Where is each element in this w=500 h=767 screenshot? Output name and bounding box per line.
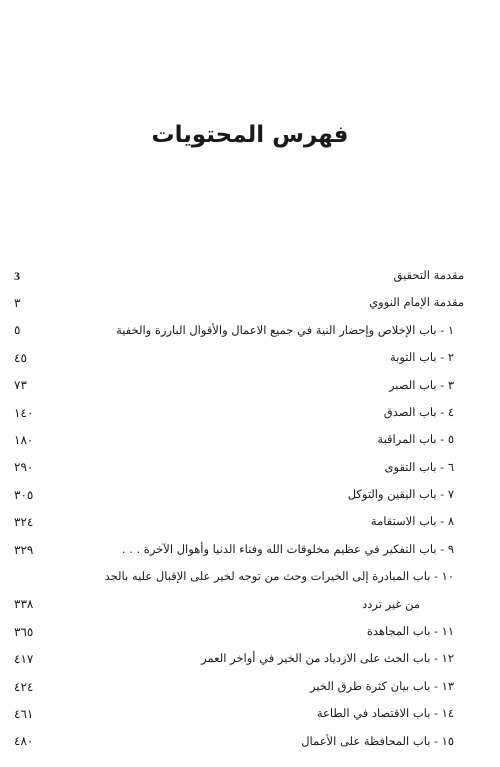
entry-page-number: ٣٣٨	[14, 597, 34, 612]
entry-title: ٧ - باب اليقين والتوكل	[347, 487, 454, 502]
entry-page-number: ١٨٠	[14, 433, 34, 448]
toc-entry	[14, 399, 464, 426]
entry-title: ٩ - باب التفكير في عظيم مخلوقات الله وفناء الدنيا وأهوال الآخرة . . .	[121, 541, 454, 556]
entry-title: ٢ - باب التوبة	[389, 350, 454, 365]
entry-title: ٤ - باب الصدق	[383, 404, 454, 419]
entry-title: ١٥ - باب المحافظة على الأعمال	[301, 733, 454, 748]
entry-page-number: ٣٠٥	[14, 487, 34, 502]
page-title: فهرس المحتويات	[151, 122, 349, 148]
table-of-contents	[14, 262, 464, 755]
entry-title: ٣ - باب الصبر	[388, 377, 454, 392]
entry-title: ١٢ - باب الحث على الازدياد من الخير في أواخر العمر	[201, 651, 454, 666]
entry-page-number: ٣٦٥	[14, 624, 34, 639]
toc-entry	[14, 289, 464, 316]
toc-entry	[14, 262, 464, 289]
toc-entry	[14, 344, 464, 371]
entry-page-number: ٤٥	[14, 350, 27, 365]
toc-entry	[14, 563, 464, 590]
entry-page-number: 3	[14, 268, 20, 283]
entry-title: ١٣ - باب بيان كثرة طرق الخير	[309, 678, 454, 693]
entry-title: ٥ - باب المراقبة	[377, 432, 454, 447]
toc-entry	[14, 618, 464, 645]
toc-entry	[14, 317, 464, 344]
toc-entry	[14, 673, 464, 700]
entry-page-number: ٣	[14, 296, 21, 311]
entry-page-number: ٣٢٤	[14, 515, 34, 530]
entry-page-number: ٧٣	[14, 378, 27, 393]
entry-title: ٦ - باب التقوى	[384, 459, 454, 474]
entry-title: ١١ - باب المجاهدة	[366, 624, 454, 639]
toc-entry	[14, 481, 464, 508]
entry-title: ١٠ - باب المبادرة إلى الخيرات وحث من توجه لخير على الإقبال عليه بالجد	[104, 569, 454, 584]
entry-title: ١ - باب الإخلاص وإحضار النية في جميع الاعمال والأقوال البارزة والخفية	[116, 322, 454, 337]
toc-entry	[14, 700, 464, 727]
toc-entry	[14, 454, 464, 481]
toc-entry	[14, 645, 464, 672]
toc-entry-continuation	[14, 591, 464, 618]
toc-entry	[14, 728, 464, 755]
entry-title: مقدمة التحقيق	[393, 267, 464, 282]
entry-title-continuation: من غير تردد	[362, 596, 420, 611]
entry-page-number: ٤٢٤	[14, 679, 34, 694]
toc-entry	[14, 536, 464, 563]
entry-page-number: ٥	[14, 323, 21, 338]
toc-entry	[14, 509, 464, 536]
entry-page-number: ٢٩٠	[14, 460, 34, 475]
entry-page-number: ٤٨٠	[14, 734, 34, 749]
entry-page-number: ٤١٧	[14, 652, 34, 667]
entry-page-number: ٣٢٩	[14, 542, 34, 557]
entry-title: ١٤ - باب الاقتصاد في الطاعة	[316, 706, 454, 721]
entry-title: ٨ - باب الاستقامة	[370, 514, 454, 529]
toc-entry	[14, 372, 464, 399]
toc-entry	[14, 426, 464, 453]
entry-page-number: ٤٦١	[14, 706, 34, 721]
entry-page-number: ١٤٠	[14, 405, 34, 420]
entry-title: مقدمة الإمام النووي	[369, 295, 464, 310]
